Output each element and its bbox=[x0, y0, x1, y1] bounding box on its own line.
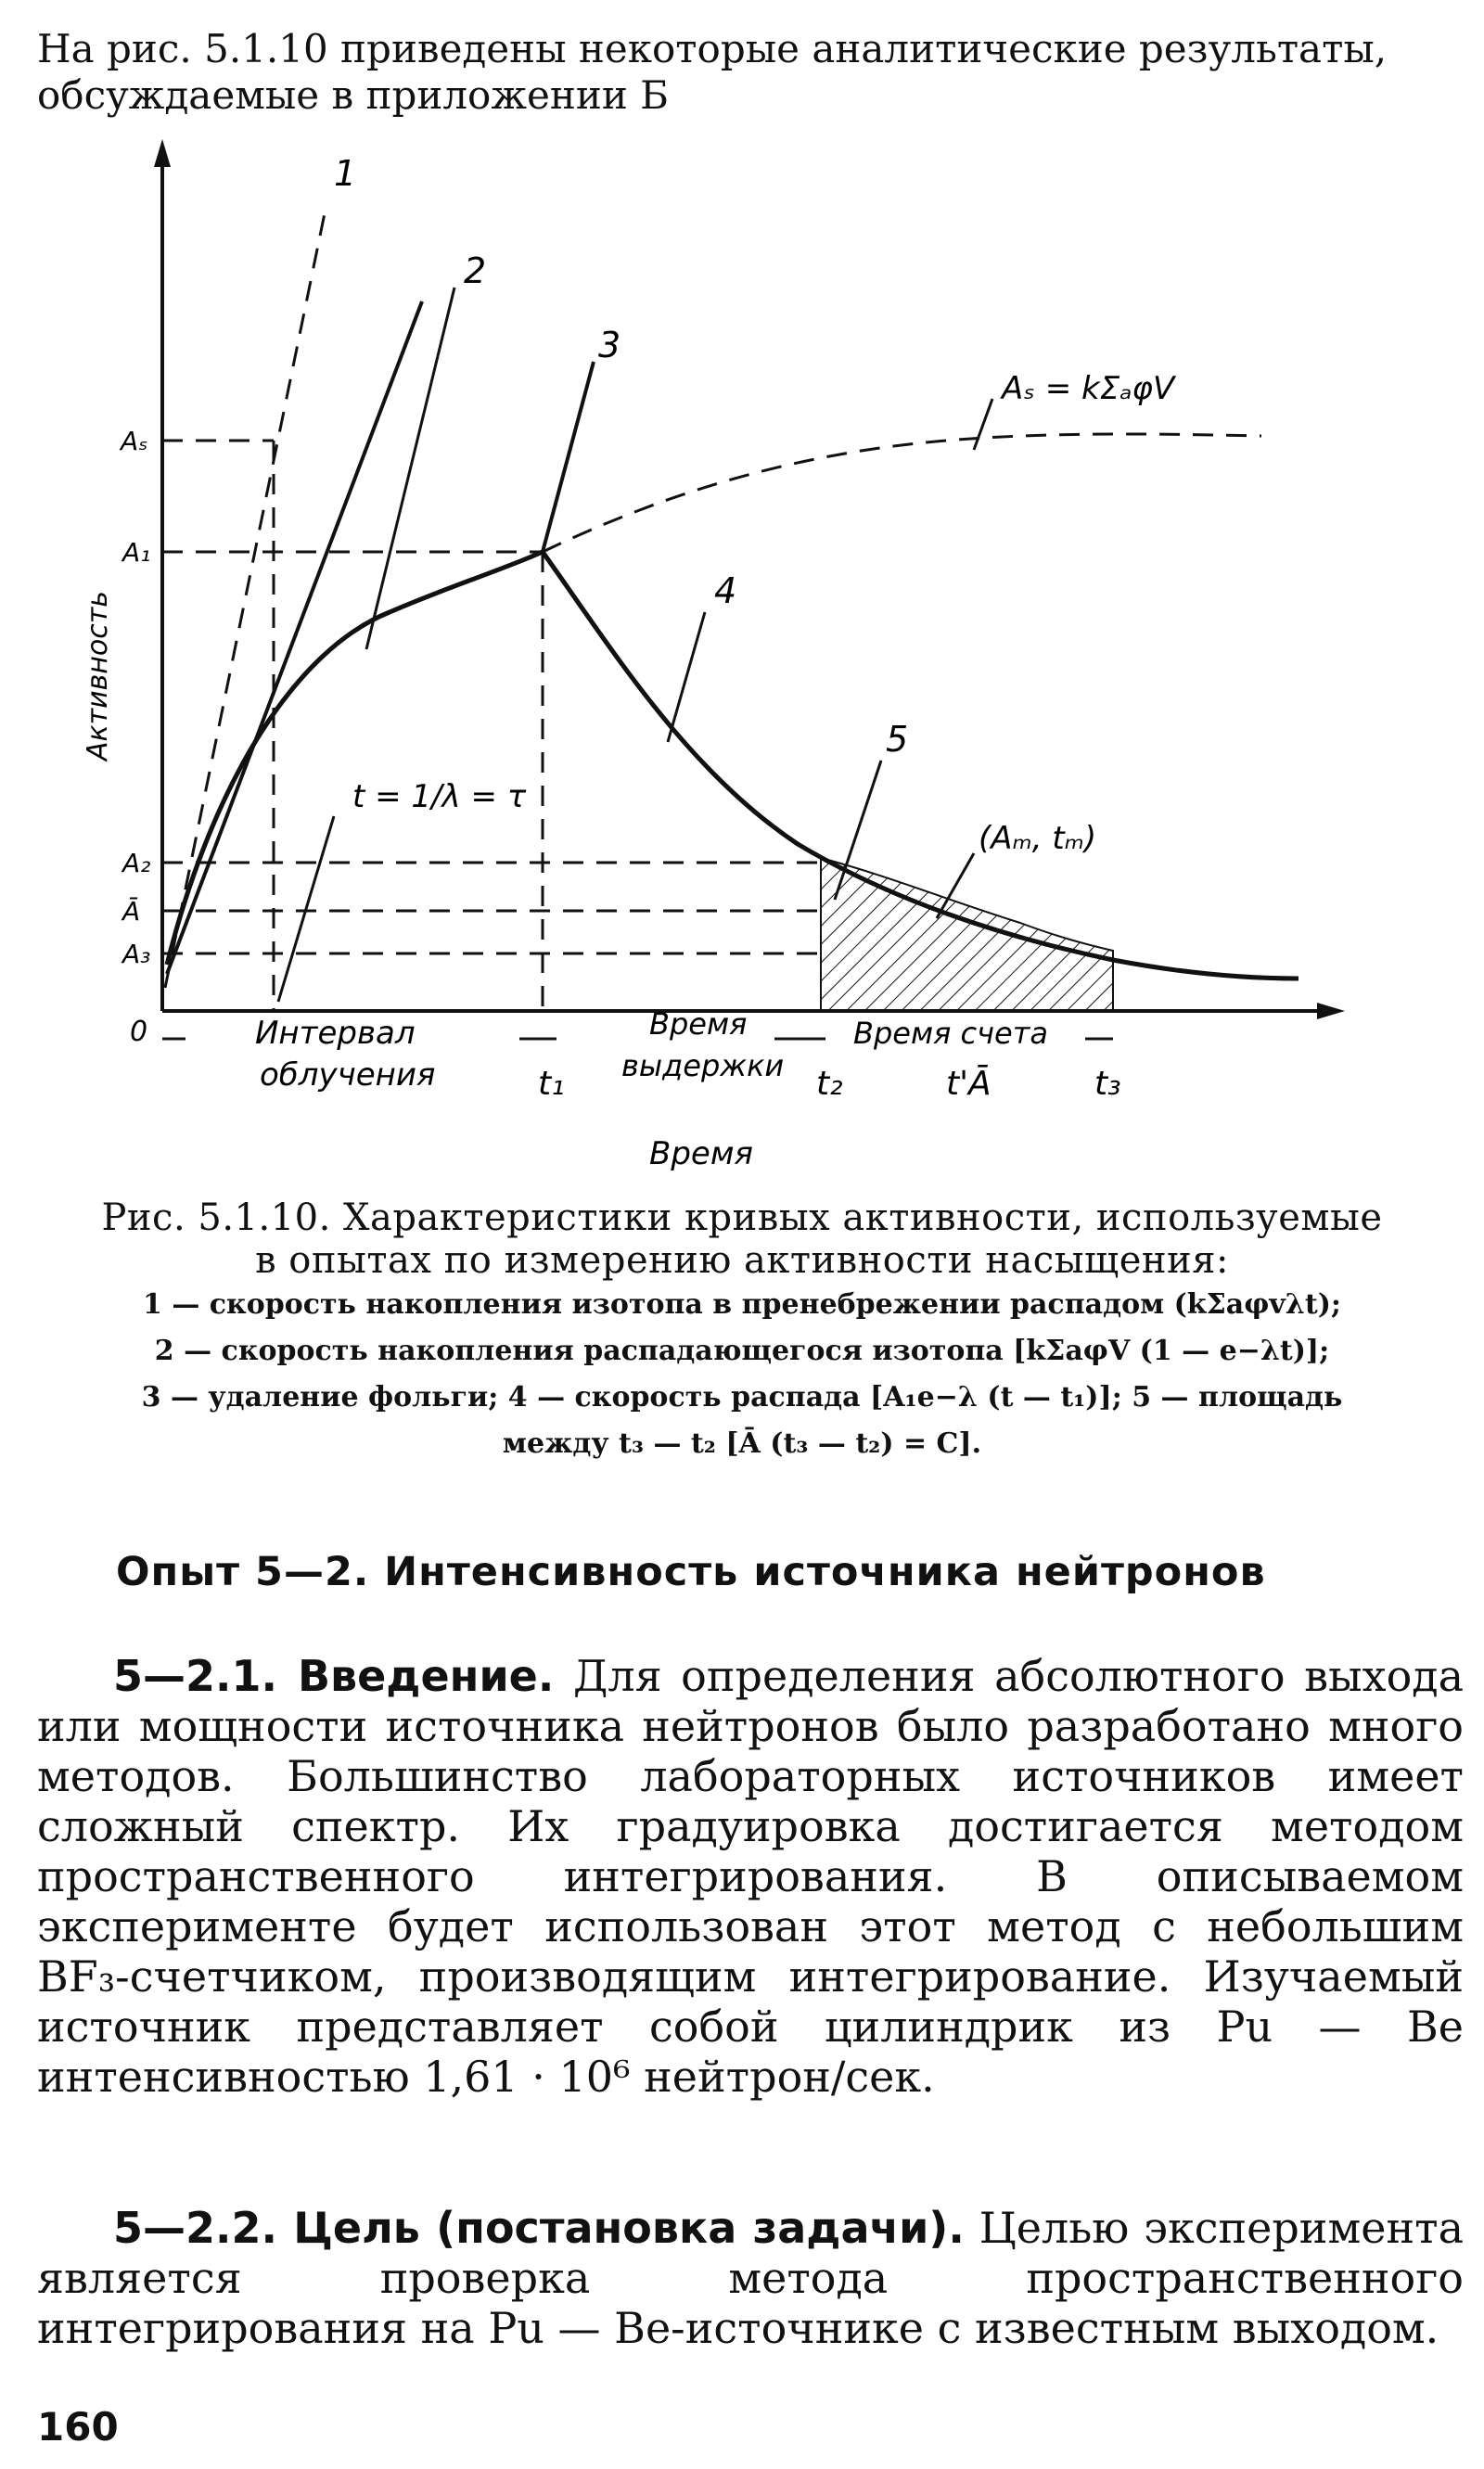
curve-label-2: 2 bbox=[464, 250, 487, 291]
figure-caption bbox=[56, 1196, 1428, 1467]
guide-lines bbox=[162, 213, 1261, 1011]
interval-irradiation-2: облучения bbox=[260, 1056, 436, 1094]
y-tick-a1: A₁ bbox=[122, 537, 151, 568]
y-tick-zero: 0 bbox=[130, 1016, 148, 1048]
paragraph-introduction-heading: 5—2.1. Введение. bbox=[113, 1651, 555, 1701]
caption-line-2: 2 — скорость накопления распадающегося изотопа [kΣaφV (1 — e−λt)]; bbox=[154, 1335, 1330, 1367]
curve-label-5: 5 bbox=[886, 719, 909, 760]
y-axis-arrow bbox=[154, 139, 171, 167]
formula-tau: t = 1/λ = τ bbox=[352, 778, 527, 815]
paragraph-introduction-text: Для определения абсолютного выхода или мощности источника нейтронов было разработано много методов. Большинство лабораторных источников имеет сложный спектр. Их градуировка достигается методом пространственного интегрирования. В описываемом эксперименте будет использован этот метод с небольшим BF₃-счетчиком, производящим интегрирование. Изучаемый источник представляет собой цилиндрик из Pu — Be интенсивностью 1,61 · 10⁶ нейтрон/сек. bbox=[37, 1651, 1465, 2102]
x-axis-arrow bbox=[1317, 1003, 1345, 1019]
y-axis-label: Активность bbox=[82, 591, 114, 761]
activity-figure bbox=[56, 130, 1410, 1191]
paragraph-goal-heading: 5—2.2. Цель (постановка задачи). bbox=[113, 2203, 965, 2253]
paragraph-goal bbox=[37, 2203, 1464, 2353]
paragraph-goal-text: Целью эксперимента является проверка метода пространственного интегрирования на Pu — Be-источнике с известным выходом. bbox=[37, 2203, 1465, 2353]
formula-as: Aₛ = kΣₐφV bbox=[1002, 370, 1175, 407]
paragraph-introduction bbox=[37, 1651, 1464, 2102]
curve-2 bbox=[167, 552, 543, 965]
curve-3-line bbox=[543, 362, 594, 552]
interval-irradiation-1: Интервал bbox=[255, 1015, 416, 1052]
curve-label-4: 4 bbox=[714, 570, 737, 611]
interval-count: Время счета bbox=[853, 1016, 1048, 1051]
x-axis-label: Время bbox=[649, 1135, 753, 1172]
y-tick-as: Aₛ bbox=[121, 426, 148, 456]
curve-2-line bbox=[167, 301, 422, 974]
y-tick-a2: A₂ bbox=[122, 848, 151, 878]
x-tick-t2: t₂ bbox=[816, 1065, 843, 1103]
intro-text: На рис. 5.1.10 приведены некоторые аналитические результаты, обсуждаемые в приложении Б bbox=[37, 26, 1388, 118]
x-tick-tabar: t'Ā bbox=[946, 1065, 991, 1103]
activity-diagram bbox=[56, 130, 1410, 1187]
caption-line-4: между t₃ — t₂ [Ā (t₃ — t₂) = C]. bbox=[502, 1427, 982, 1460]
interval-hold-2: выдержки bbox=[621, 1048, 785, 1083]
caption-line-3: 3 — удаление фольги; 4 — скорость распада [A₁e−λ (t — t₁)]; 5 — площадь bbox=[141, 1381, 1343, 1414]
x-tick-t3: t₃ bbox=[1094, 1065, 1121, 1103]
y-tick-a3: A₃ bbox=[122, 939, 151, 969]
page-number: 160 bbox=[37, 2404, 119, 2450]
point-label: (Aₘ, tₘ) bbox=[979, 820, 1097, 857]
caption-line-1: 1 — скорость накопления изотопа в пренебрежении распадом (kΣaφvλt); bbox=[143, 1288, 1341, 1321]
x-tick-t1: t₁ bbox=[538, 1065, 565, 1103]
caption-title-1: Рис. 5.1.10. Характеристики кривых активности, используемые bbox=[101, 1196, 1383, 1239]
curve-label-1: 1 bbox=[334, 153, 357, 194]
curve-label-3: 3 bbox=[598, 325, 621, 365]
y-tick-abar: Ā bbox=[122, 896, 141, 927]
section-title: Опыт 5—2. Интенсивность источника нейтронов bbox=[116, 1549, 1266, 1595]
interval-hold-1: Время bbox=[649, 1006, 748, 1042]
caption-title-2: в опытах по измерению активности насыщения: bbox=[255, 1239, 1229, 1282]
